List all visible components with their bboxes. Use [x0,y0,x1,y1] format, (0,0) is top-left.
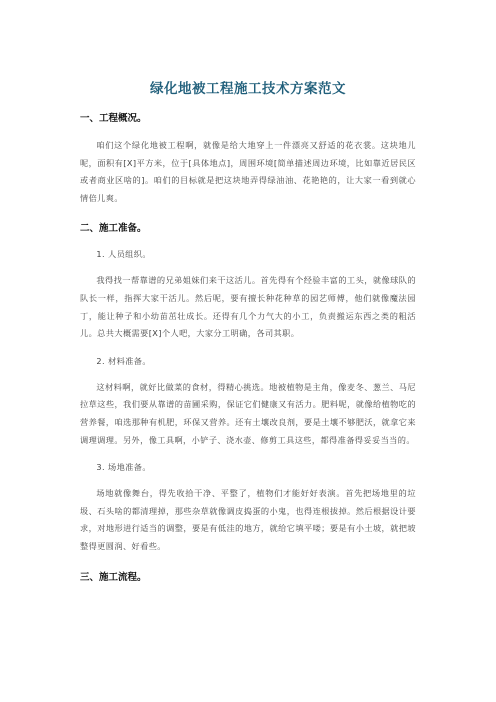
section-paragraph: 咱们这个绿化地被工程啊，就像是给大地穿上一件漂亮又舒适的花衣裳。这块地儿呢，面积有[X]平方米，位于[具体地点]，周围环境[简单描述周边环境，比如靠近居民区或者商业区啥的]。咱们的目标就是把这块地弄得绿油油、花艳艳的，让大家一看到就心情倍儿爽。 [80,140,416,203]
section-preparation [80,222,416,555]
item-paragraph: 场地就像舞台，得先收拾干净、平整了，植物们才能好好表演。首先把场地里的垃圾、石头啥的都清理掉，那些杂草就像调皮捣蛋的小鬼，也得连根拔掉。然后根据设计要求，对地形进行适当的调整，要是有低洼的地方，就给它填平喽；要是有小土坡，就把坡整得更圆润、好看些。 [80,488,416,551]
item-paragraph: 这材料啊，就好比做菜的食材，得精心挑选。地被植物是主角，像麦冬、葱兰、马尼拉草这些，我们要从靠谱的苗圃采购，保证它们健康又有活力。肥料呢，就像给植物吃的营养餐，咱选那种有机肥，环保又营养。还有土壤改良剂，要是土壤不够肥沃，就拿它来调理调理。另外，像工具啊，小铲子、浇水壶、修剪工具这些，都得准备得妥妥当当的。 [80,381,416,445]
item-label: 2. 材料准备。 [96,355,151,366]
section-process [80,571,416,585]
document-title: 绿化地被工程施工技术方案范文 [150,81,346,97]
section-overview [80,112,416,207]
section-heading: 三、施工流程。 [80,571,147,583]
section-heading: 一、工程概况。 [80,113,147,124]
item-label: 3. 场地准备。 [96,462,151,473]
item-label: 1. 人员组织。 [96,249,151,260]
item-paragraph: 我得找一帮靠谱的兄弟姐妹们来干这活儿。首先得有个经验丰富的工头，就像球队的队长一样，指挥大家干活儿。然后呢，要有擅长种花种草的园艺师傅，他们就像魔法园丁，能让种子和小幼苗茁壮成长。还得有几个力气大的小工，负责搬运东西之类的粗活儿。总共大概需要[X]个人吧，大家分工明确，各司其职。 [80,275,416,339]
section-heading: 二、施工准备。 [80,223,147,235]
